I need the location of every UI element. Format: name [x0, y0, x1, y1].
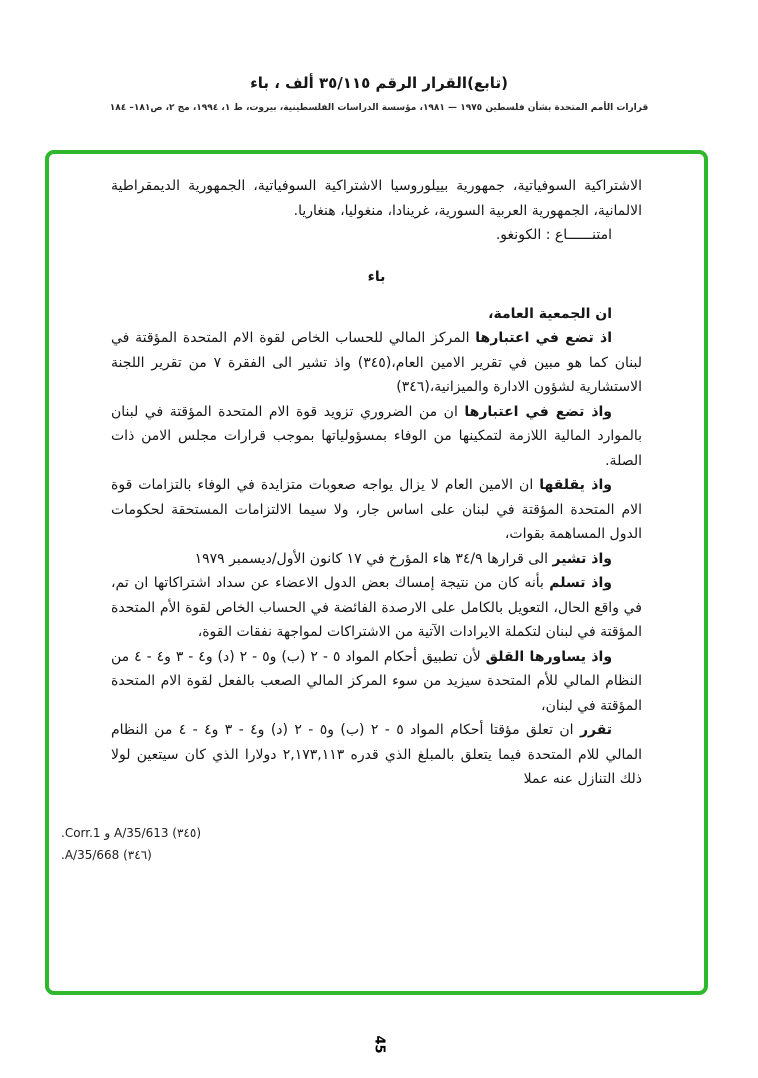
resolution-title: (تابع)القرار الرقم ٣٥/١١٥ ألف ، باء: [250, 74, 508, 92]
paragraph-lead: واذ تشير: [552, 550, 612, 567]
paragraph-text: لأن تطبيق أحكام المواد ٥ - ٢ (ب) و٥ - ٢ (د) و٤ - ٣ و٤ - ٤ من النظام المالي للأم المتحدة سيزيد من سوء المركز المالي الصعب بالفعل لقوة الام المتحدة المؤقتة في لبنان،: [111, 648, 642, 714]
footnote-345: (٣٤٥) A/35/613 و Corr.1.: [61, 825, 201, 840]
continuation-paragraph: [111, 174, 642, 223]
paragraph-lead: تقرر: [579, 722, 613, 738]
abstention-text: امتنــــــاع : الكونغو.: [495, 227, 612, 243]
page-header: [0, 74, 758, 113]
paragraph-text: المركز المالي للحساب الخاص لقوة الام المتحدة المؤقتة في لبنان كما هو مبين في تقرير الامين العام،(٣٤٥) واذ تشير الى الفقرة ٧ من تقرير اللجنة الاستشارية لشؤون الادارة والميزانية،(٣٤٦): [111, 330, 643, 395]
paragraph-text: ان تعلق مؤقتا أحكام المواد ٥ - ٢ (ب) و٥ - ٢ (د) و٤ - ٣ و٤ - ٤ من النظام المالي للام المتحدة فيما يتعلق بالمبلغ الذي قدره ٢,١٧٣,١١٣ دولارا الذي كان سيتعين لولا ذلك التنازل عنه عملا: [111, 722, 642, 787]
footnote-346: (٣٤٦) A/35/668.: [61, 847, 152, 862]
paragraph-text: بأنه كان من نتيجة إمساك بعض الدول الاعضاء عن سداد اشتراكاتها ان تم، في واقع الحال، التعويل بالكامل على الارصدة الفائضة في الحساب الخاص لقوة الأم المتحدة المؤقتة في لبنان لتكملة الايرادات الآتية من الاشتراكات لمواجهة نفقات القوة،: [111, 575, 642, 640]
paragraph-lead: اذ تضع في اعتبارها: [475, 330, 613, 346]
paragraph-lead: واذ تضع في اعتبارها: [464, 403, 613, 420]
paragraph-lead: واذ تسلم: [549, 575, 612, 591]
paragraph-text: ان الامين العام لا يزال يواجه صعوبات متزايدة في الوفاء بالتزامات قوة الام المتحدة المؤقتة في لبنان على اساس جار، ولا سيما الالتزامات المستحقة لحكومات الدول المساهمة بقوات،: [111, 477, 642, 542]
section-letter: باء: [367, 268, 386, 285]
assembly-line: ان الجمعية العامة،: [488, 305, 612, 322]
paragraph-recalling-resolution: [111, 547, 642, 572]
paragraph-considering-resources: [111, 400, 642, 474]
paragraph-concerned-difficulties: [111, 473, 642, 547]
paragraph-lead: واذ يساورها القلق: [485, 648, 613, 665]
paragraph-text: ان من الضروري تزويد قوة الام المتحدة المؤقتة في لبنان بالموارد المالية اللازمة لتمكينها من الوفاء بمسؤولياتها بموجب قرارات مجلس الامن ذات الصلة.: [111, 403, 642, 469]
paragraph-text: الى قرارها ٣٤/٩ هاء المؤرخ في ١٧ كانون الأول/ديسمبر ١٩٧٩: [194, 550, 553, 567]
page-number: 45: [371, 1035, 387, 1054]
footnotes: [61, 822, 642, 866]
abstention-line: [111, 223, 642, 248]
source-citation: قرارات الأمم المتحدة بشأن فلسطين ١٩٧٥ — ١٩٨١، مؤسسة الدراسات الفلسطينية، بيروت، ط ١، ١٩٩٤، مج ٢، ص١٨١– ١٨٤: [109, 103, 649, 113]
paragraph-concerned-regulations: [111, 645, 642, 719]
document-frame: [45, 150, 708, 995]
paragraph-recognizing-withholding: [111, 571, 642, 645]
paragraph-lead: واذ يقلقها: [539, 477, 612, 493]
paragraph-considering-finances: [111, 326, 642, 400]
paragraph-decides-suspend: [111, 718, 642, 792]
continuation-text: الاشتراكية السوفياتية، جمهورية بييلوروسيا الاشتراكية السوفياتية، الجمهورية الديمقراطية الالمانية، الجمهورية العربية السورية، غرينادا، منغوليا، هنغاريا.: [111, 178, 642, 219]
